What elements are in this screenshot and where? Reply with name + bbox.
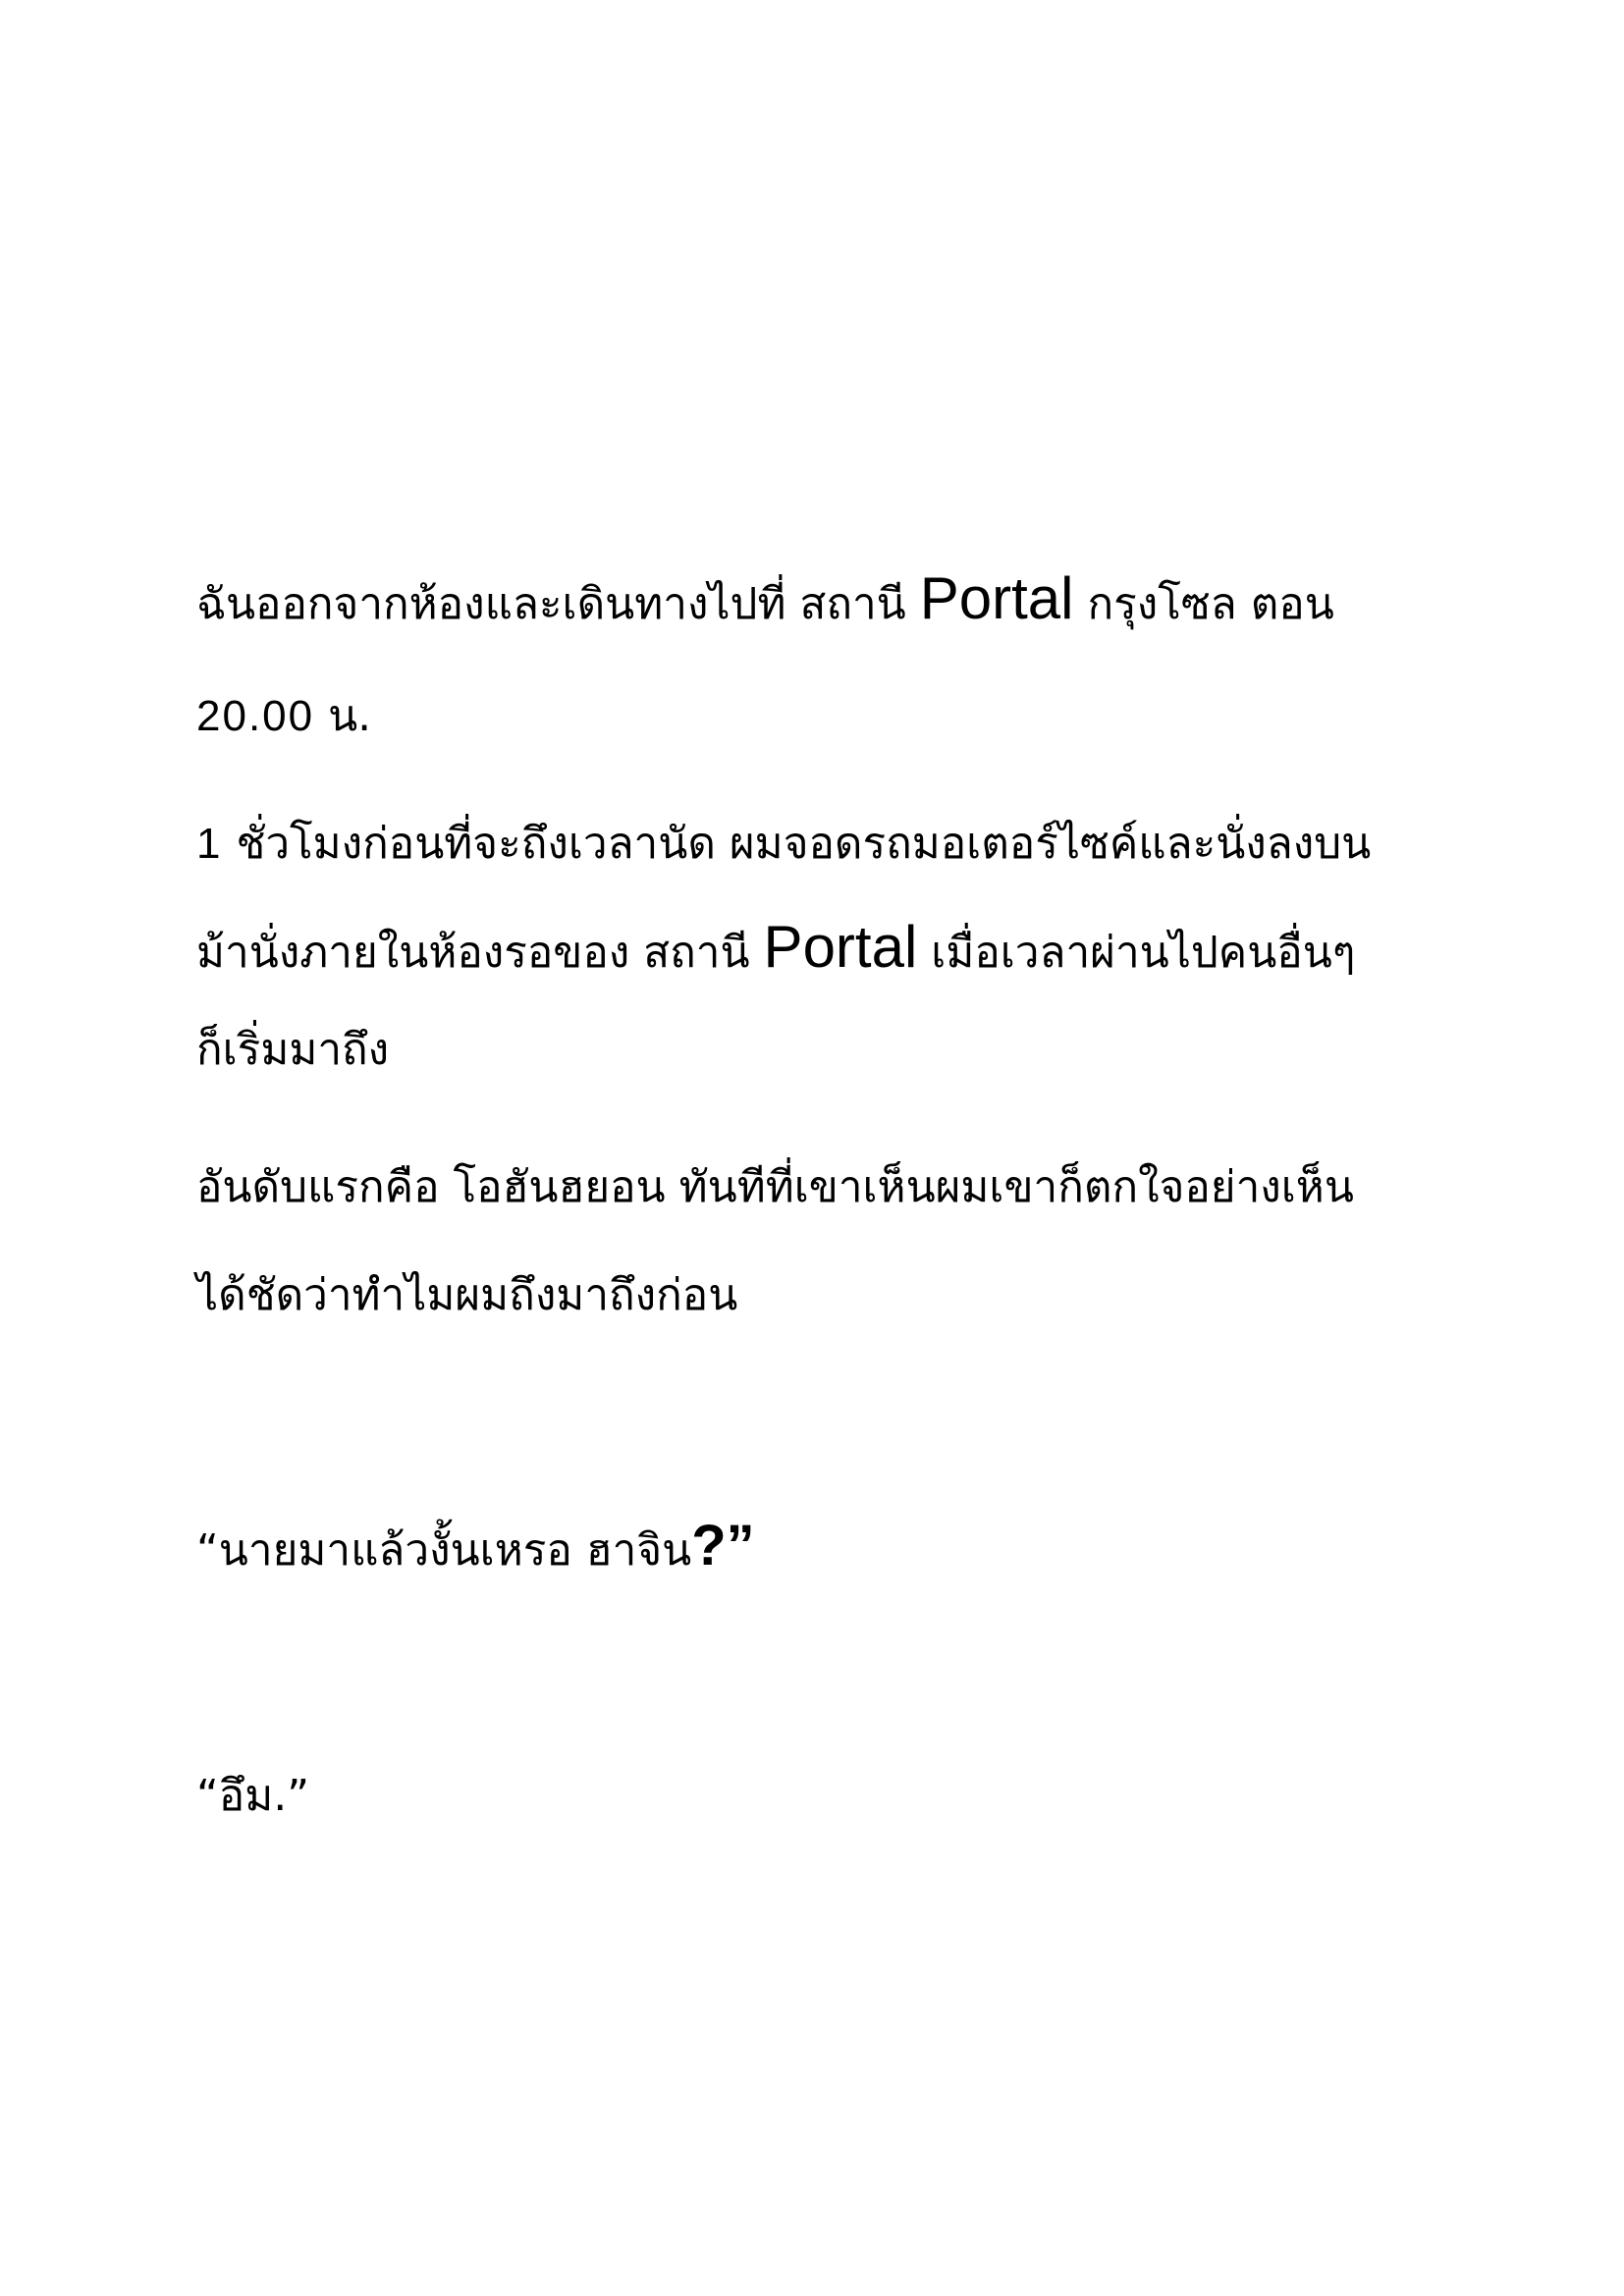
paragraph-2-line-2: [196, 914, 1356, 980]
dialogue-line-1: [196, 1514, 755, 1577]
paragraph-2-text-a: ม้านั่งภายในห้องรอของ สถานี: [196, 928, 764, 978]
paragraph-3-line-2: [196, 1266, 737, 1325]
paragraph-2-line-1: [196, 815, 1371, 874]
paragraph-1-text-b: กรุงโซล ตอน: [1073, 579, 1334, 629]
paragraph-1-line-1: [196, 565, 1334, 631]
paragraph-3-line-1: [196, 1158, 1354, 1217]
time-unit: น.: [314, 691, 372, 741]
paragraph-2-text-3: ก็เริ่มมาถึง: [196, 1025, 390, 1075]
portal-word: Portal: [763, 914, 918, 980]
paragraph-3-text-1: อันดับแรกคือ โอฮันฮยอน ทันทีที่เขาเห็นผมเขาก็ตกใจอย่างเห็น: [196, 1162, 1354, 1212]
portal-word: Portal: [919, 565, 1074, 631]
paragraph-2-text-1: ชั่วโมงก่อนที่จะถึงเวลานัด ผมจอดรถมอเตอร์ไซค์และนั่งลงบน: [222, 819, 1372, 869]
dialogue-2-text: “อึม.”: [196, 1771, 310, 1821]
paragraph-1-text-a: ฉันออกจากห้องและเดินทางไปที่ สถานี: [196, 579, 920, 629]
paragraph-1-line-2: [196, 687, 371, 746]
time-value: 20.00: [196, 692, 315, 740]
paragraph-2-text-b: เมื่อเวลาผ่านไปคนอื่นๆ: [917, 928, 1356, 978]
dialogue-1-text: “นายมาแล้วงั้นเหรอ ฮาจิน: [196, 1525, 692, 1575]
dialogue-line-2: [196, 1767, 309, 1826]
paragraph-3-text-2: ได้ชัดว่าทำไมผมถึงมาถึงก่อน: [196, 1270, 738, 1320]
hour-count: 1: [196, 820, 223, 868]
paragraph-2-line-3: [196, 1021, 389, 1080]
dialogue-1-punct: ?”: [691, 1514, 755, 1577]
